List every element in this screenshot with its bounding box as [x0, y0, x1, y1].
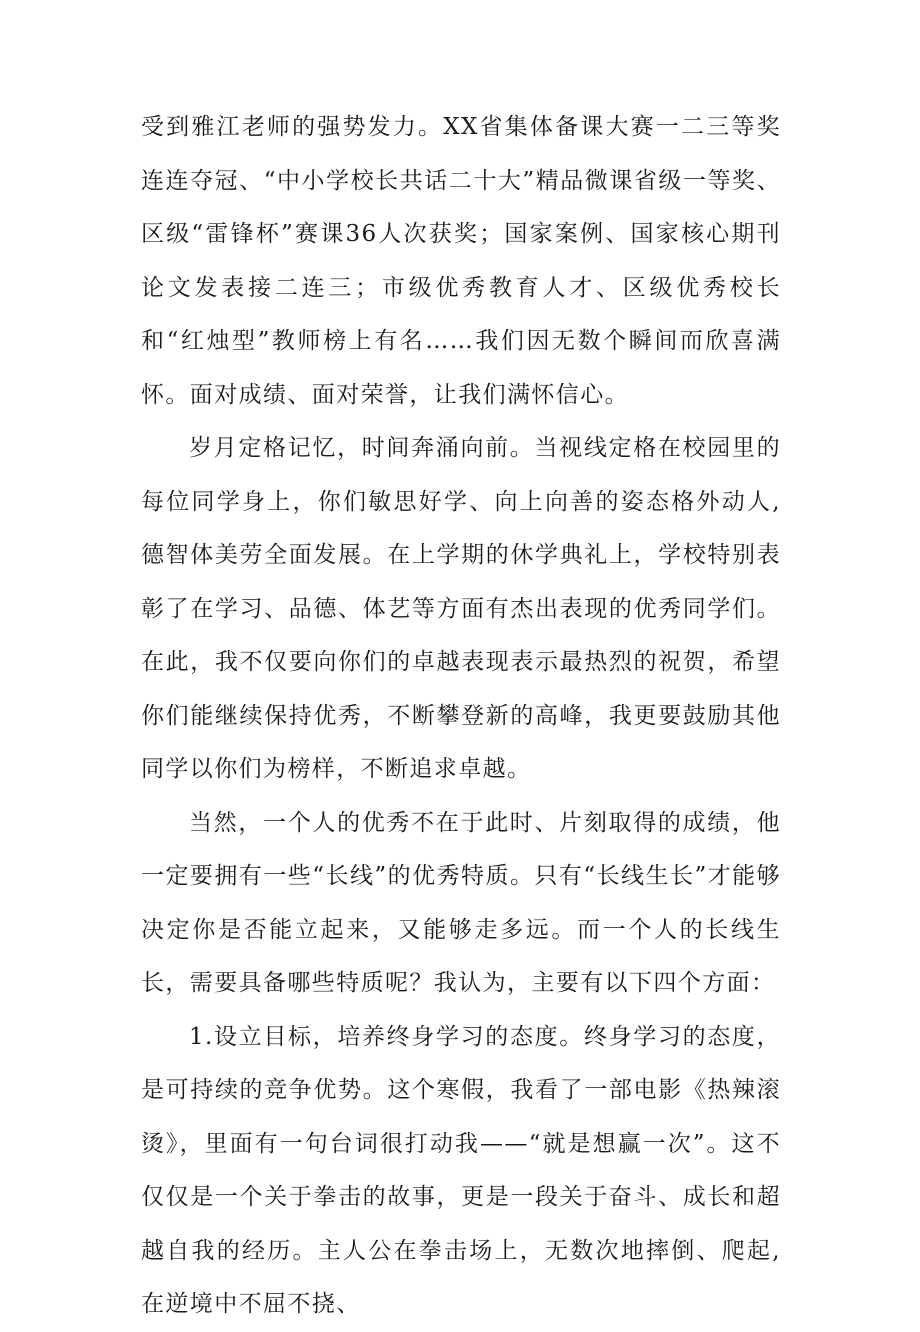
paragraph-point-one-lifelong-learning: 1.设立目标，培养终身学习的态度。终身学习的态度，是可持续的竞争优势。这个寒假，我看了一部电影《热辣滚烫》，里面有一句台词很打动我——“就是想赢一次”。这不仅仅是一个关于拳击的故事，更是一段关于奋斗、成长和超越自我的经历。主人公在拳击场上，无数次地摔倒、爬起,在逆境中不屈不挠、: [141, 1023, 781, 1317]
paragraph-long-term-growth: 当然，一个人的优秀不在于此时、片刻取得的成绩，他一定要拥有一些“长线”的优秀特质。只有“长线生长”才能够决定你是否能立起来，又能够走多远。而一个人的长线生长，需要具备哪些特质呢？我认为，主要有以下四个方面：: [141, 809, 781, 996]
paragraph-student-achievements: 岁月定格记忆，时间奔涌向前。当视线定格在校园里的每位同学身上，你们敏思好学、向上向善的姿态格外动人,德智体美劳全面发展。在上学期的休学典礼上，学校特别表彰了在学习、品德、体艺等方面有杰出表现的优秀同学们。在此，我不仅要向你们的卓越表现表示最热烈的祝贺，希望你们能继续保持优秀，不断攀登新的高峰，我更要鼓励其他同学以你们为榜样，不断追求卓越。: [141, 435, 781, 782]
paragraph-continuation: 受到雅江老师的强势发力。XX省集体备课大赛一二三等奖连连夺冠、“中小学校长共话二十大”精品微课省级一等奖、区级“雷锋杯”赛课36人次获奖；国家案例、国家核心期刊论文发表接二连三；市级优秀教育人才、区级优秀校长和“红烛型”教师榜上有名……我们因无数个瞬间而欣喜满怀。面对成绩、面对荣誉，让我们满怀信心。: [141, 114, 781, 408]
document-body: [141, 101, 781, 1332]
